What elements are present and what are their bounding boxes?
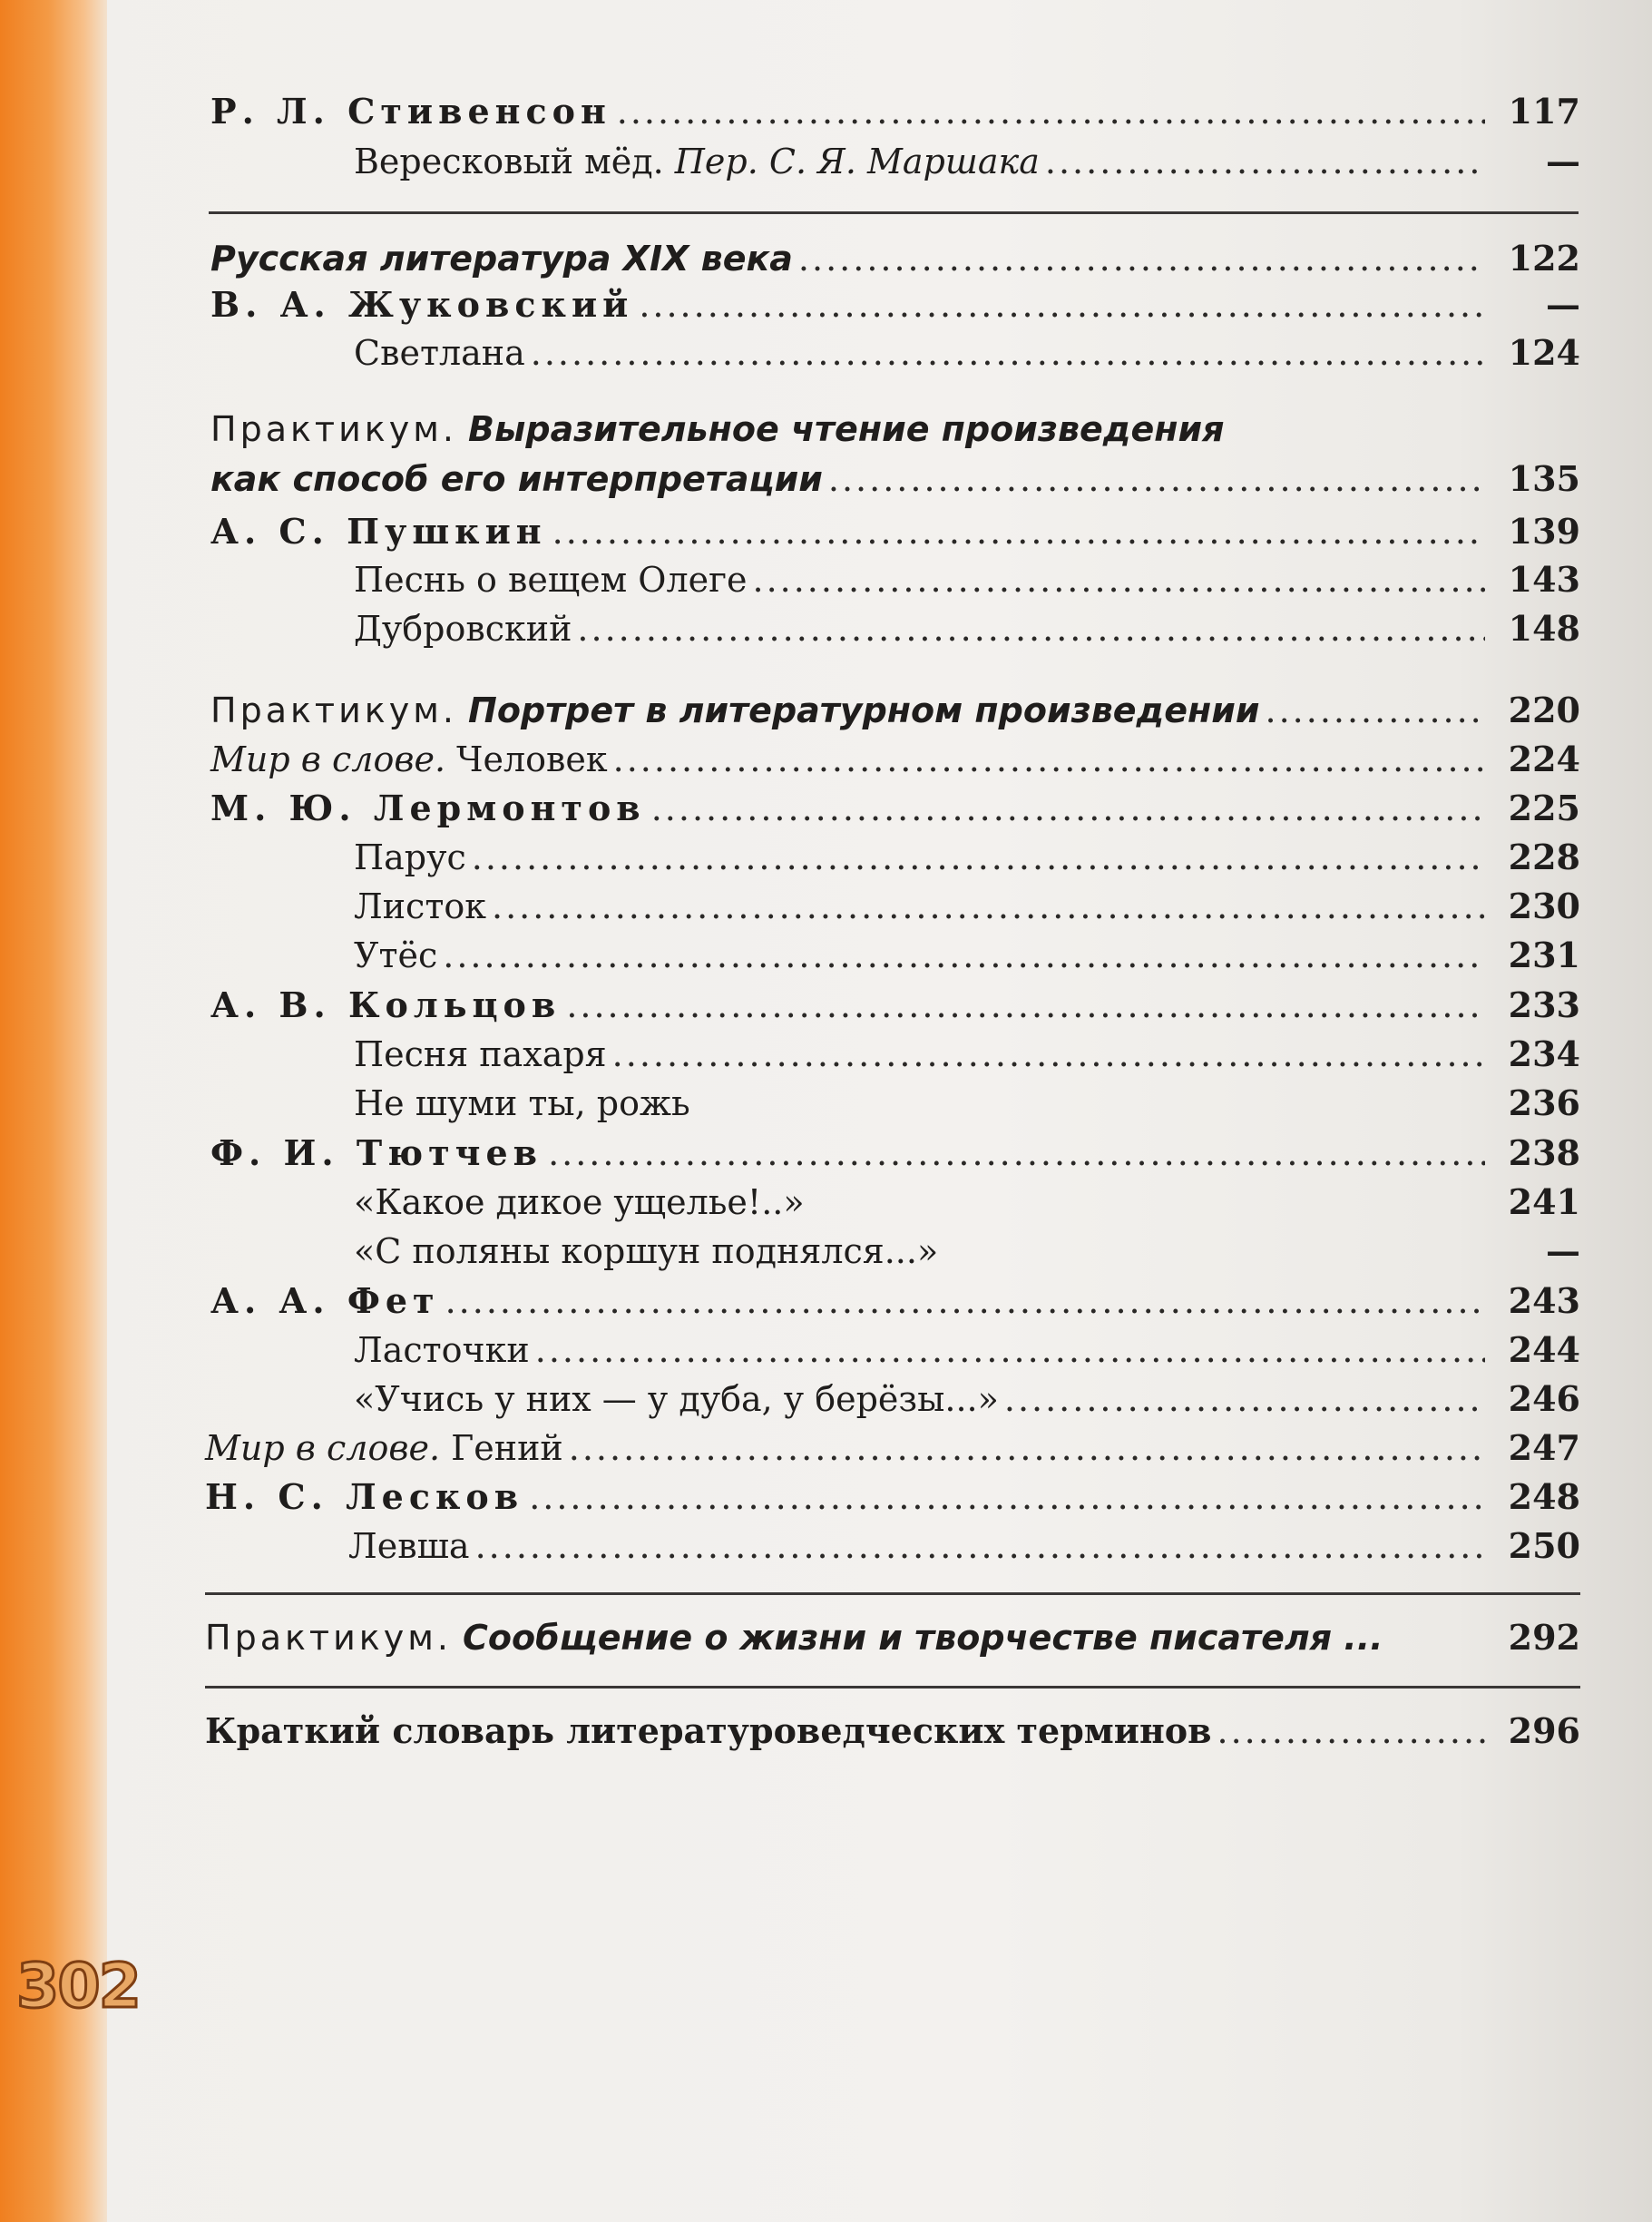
toc-entry-praktikum2 <box>210 690 1580 731</box>
toc-entry-listok <box>354 886 1580 927</box>
toc-page: 250 <box>1508 1525 1580 1566</box>
toc-page: 234 <box>1508 1033 1580 1074</box>
mir-v-slove-label: Мир в слове. <box>210 739 446 779</box>
toc-title: Мир в слове. Гений <box>205 1428 563 1468</box>
toc-title: «Какое дикое ущелье!..» <box>354 1182 805 1222</box>
toc-title: Не шуми ты, рожь <box>354 1083 690 1123</box>
toc-entry-stevenson <box>210 91 1580 132</box>
toc-author: В. А. Жуковский <box>210 284 634 325</box>
toc-page: 244 <box>1508 1329 1580 1370</box>
toc-title: Листок <box>354 886 486 926</box>
toc-page: 233 <box>1508 984 1580 1025</box>
toc-page: 135 <box>1508 458 1580 499</box>
toc-entry-praktikum3 <box>205 1617 1580 1659</box>
toc-title: Песнь о вещем Олеге <box>354 560 748 600</box>
toc-author: М. Ю. Лермонтов <box>210 788 646 828</box>
toc-page: 124 <box>1508 332 1580 373</box>
toc-entry-dubrovsky <box>354 608 1580 650</box>
toc-praktikum-line <box>210 408 1225 450</box>
toc-leader <box>531 332 1485 374</box>
toc-title <box>205 1617 1383 1659</box>
toc-entry-lermontov <box>210 788 1580 829</box>
toc-leader <box>535 1329 1485 1371</box>
toc-author: Р. Л. Стивенсон <box>210 91 611 132</box>
toc-entry-pesnya-paharya <box>354 1033 1580 1075</box>
toc-page: 236 <box>1508 1082 1580 1123</box>
toc-entry-utes <box>354 935 1580 976</box>
toc-entry-veresk <box>354 141 1580 182</box>
praktikum-label: Практикум. <box>205 1618 452 1658</box>
toc-title: Песня пахаря <box>354 1034 607 1074</box>
toc-page: — <box>1546 141 1580 181</box>
toc-leader <box>651 788 1485 829</box>
toc-leader <box>577 608 1485 650</box>
toc-page: 247 <box>1508 1427 1580 1468</box>
praktikum-label: Практикум. <box>210 409 457 449</box>
toc-page: 224 <box>1508 739 1580 779</box>
toc-leader <box>443 935 1485 976</box>
toc-entry-svetlana <box>354 332 1580 374</box>
toc-page: 238 <box>1508 1132 1580 1173</box>
toc-page: 122 <box>1508 238 1580 279</box>
toc-entry-zhukovsky <box>210 284 1580 326</box>
toc-entry-mir-geniy <box>205 1427 1580 1469</box>
toc-title: «С поляны коршун поднялся...» <box>354 1231 939 1271</box>
toc-page: 139 <box>1508 511 1580 552</box>
toc-page: 117 <box>1508 91 1580 132</box>
toc-section-rus19 <box>210 238 1580 279</box>
toc-leader <box>475 1525 1485 1567</box>
toc-page: 231 <box>1508 935 1580 975</box>
toc-leader <box>529 1476 1485 1518</box>
toc-page: 220 <box>1508 690 1580 730</box>
toc-entry-dikoe <box>354 1181 1580 1223</box>
toc-page: — <box>1546 284 1580 325</box>
toc-leader <box>1004 1378 1485 1420</box>
toc-leader <box>548 1132 1485 1174</box>
toc-leader <box>639 284 1485 326</box>
toc-entry-lastochki <box>354 1329 1580 1371</box>
toc-leader <box>1045 141 1485 182</box>
toc-title: «Учись у них — у дуба, у берёзы...» <box>354 1379 999 1419</box>
toc-entry-uchis <box>354 1378 1580 1420</box>
toc-leader <box>566 984 1485 1026</box>
toc-leader <box>472 837 1485 878</box>
toc-title: Дубровский <box>354 609 572 649</box>
toc-leader <box>617 91 1485 132</box>
mir-v-slove-label: Мир в слове. <box>205 1428 441 1468</box>
toc-entry-slovar <box>205 1710 1580 1752</box>
toc-leader <box>569 1427 1485 1469</box>
toc-title: Ласточки <box>354 1330 530 1370</box>
praktikum-label: Практикум. <box>210 690 457 730</box>
toc-title: Краткий словарь литературоведческих терминов <box>205 1710 1212 1751</box>
toc-page: 148 <box>1508 608 1580 649</box>
toc-page: 292 <box>1508 1617 1580 1658</box>
toc-page: 225 <box>1508 788 1580 828</box>
section-divider <box>209 211 1579 214</box>
toc-entry-pushkin <box>210 511 1580 553</box>
praktikum-title: Портрет в литературном произведении <box>468 690 1260 730</box>
toc-author: Ф. И. Тютчев <box>210 1132 543 1173</box>
toc-page: 230 <box>1508 886 1580 926</box>
toc-entry-pesn-oleg <box>354 559 1580 601</box>
toc-title: Утёс <box>354 935 438 975</box>
toc-title: Парус <box>354 837 466 877</box>
toc-entry-leskov <box>205 1476 1580 1518</box>
toc-entry-s-polyany <box>354 1230 1580 1272</box>
toc-leader <box>612 1033 1485 1075</box>
toc-page: 248 <box>1508 1476 1580 1517</box>
toc-entry-mir-chelovek <box>210 739 1580 780</box>
toc-translator: Пер. С. Я. Маршака <box>674 142 1040 181</box>
toc-author: А. В. Кольцов <box>210 984 562 1025</box>
toc-author: Н. С. Лесков <box>205 1476 524 1517</box>
toc-page: 143 <box>1508 559 1580 600</box>
toc-author: А. С. Пушкин <box>210 511 547 552</box>
toc-page: 246 <box>1508 1378 1580 1419</box>
toc-leader <box>492 886 1485 927</box>
toc-leader <box>828 458 1485 500</box>
toc-page: 243 <box>1508 1280 1580 1321</box>
toc-leader <box>445 1280 1485 1322</box>
toc-title: Вересковый мёд. Пер. С. Я. Маршака <box>354 142 1040 181</box>
toc-entry-ne-shumi <box>354 1082 1580 1124</box>
toc-page: 228 <box>1508 837 1580 877</box>
page-number: 302 <box>16 1951 140 2022</box>
section-divider <box>205 1686 1580 1689</box>
toc-leader <box>752 559 1485 601</box>
toc-leader <box>613 739 1485 780</box>
toc-leader <box>552 511 1485 553</box>
toc-leader <box>1266 690 1486 731</box>
toc-section-title: Русская литература XIX века <box>210 239 793 279</box>
toc-entry-levsha <box>348 1525 1580 1567</box>
toc-entry-fet <box>210 1280 1580 1322</box>
toc-entry-tyutchev <box>210 1132 1580 1174</box>
toc-leader <box>1217 1710 1485 1752</box>
toc-entry-parus <box>354 837 1580 878</box>
toc-page: — <box>1546 1230 1580 1271</box>
toc-author: А. А. Фет <box>210 1280 440 1321</box>
toc-title: Мир в слове. Человек <box>210 739 608 779</box>
section-divider <box>205 1592 1580 1595</box>
praktikum-title: Сообщение о жизни и творчестве писателя ... <box>463 1618 1383 1658</box>
toc-page: 241 <box>1508 1181 1580 1222</box>
toc-page: 296 <box>1508 1710 1580 1751</box>
toc-title: как способ его интерпретации <box>210 459 823 499</box>
toc-entry-koltsov <box>210 984 1580 1026</box>
toc-title <box>210 690 1260 731</box>
toc-title: Светлана <box>354 333 525 373</box>
toc-title: Левша <box>348 1526 470 1566</box>
toc-entry-praktikum1 <box>210 458 1580 500</box>
praktikum-title: Выразительное чтение произведения <box>468 409 1225 449</box>
toc-leader <box>798 238 1485 279</box>
